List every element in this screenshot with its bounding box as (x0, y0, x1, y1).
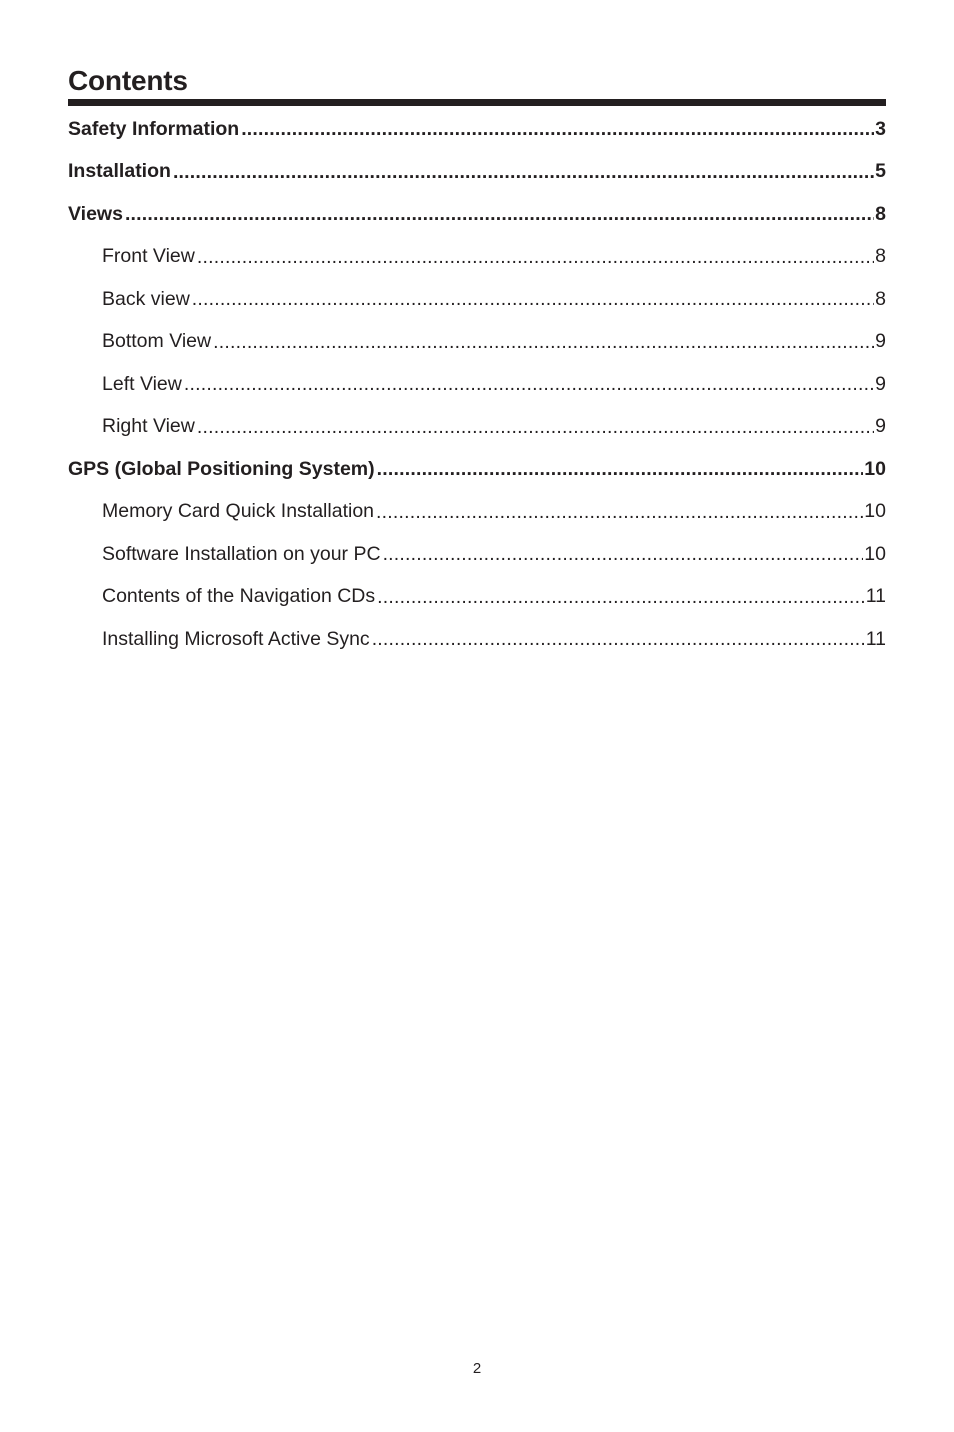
toc-dot-leader (376, 500, 863, 524)
toc-entry-label: Installing Microsoft Active Sync (102, 627, 370, 650)
toc-page-number: 8 (875, 245, 886, 268)
toc-dot-leader (383, 542, 864, 566)
document-page (68, 0, 886, 1432)
toc-page-number: 10 (864, 500, 886, 523)
toc-entry-label: Left View (102, 372, 182, 395)
toc-page-number: 5 (875, 160, 886, 183)
toc-page-number: 11 (865, 585, 886, 608)
toc-entry-safety-information[interactable] (68, 108, 886, 151)
toc-entry-active-sync[interactable] (68, 618, 886, 661)
toc-entry-software-installation[interactable] (68, 533, 886, 576)
toc-page-number: 9 (875, 330, 886, 353)
toc-entry-right-view[interactable] (68, 406, 886, 449)
toc-entry-gps[interactable] (68, 448, 886, 491)
toc-dot-leader (372, 627, 865, 651)
toc-entry-label: Software Installation on your PC (102, 542, 381, 565)
toc-entry-front-view[interactable] (68, 236, 886, 279)
toc-entry-memory-card-quick-installation[interactable] (68, 491, 886, 534)
toc-entry-label: Safety Information (68, 117, 240, 140)
table-of-contents (68, 108, 886, 661)
page-title: Contents (68, 65, 188, 96)
toc-entry-label: Installation (68, 160, 171, 183)
toc-entry-label: Contents of the Navigation CDs (102, 585, 376, 608)
toc-dot-leader (192, 287, 874, 311)
toc-dot-leader (241, 117, 874, 141)
toc-entry-installation[interactable] (68, 151, 886, 194)
toc-entry-left-view[interactable] (68, 363, 886, 406)
toc-dot-leader (197, 245, 874, 269)
toc-dot-leader (173, 160, 874, 184)
toc-entry-label: Memory Card Quick Installation (102, 500, 375, 523)
toc-page-number: 10 (864, 457, 886, 480)
toc-dot-leader (377, 585, 865, 609)
toc-page-number: 10 (864, 542, 886, 565)
toc-entry-label: Views (68, 202, 123, 225)
toc-dot-leader (184, 372, 874, 396)
toc-page-number: 8 (875, 287, 886, 310)
toc-dot-leader (197, 415, 874, 439)
toc-dot-leader (377, 457, 864, 481)
toc-entry-navigation-cds[interactable] (68, 576, 886, 619)
toc-entry-label: GPS (Global Positioning System) (68, 457, 375, 480)
toc-dot-leader (125, 202, 874, 226)
toc-dot-leader (213, 330, 874, 354)
toc-page-number: 9 (875, 372, 886, 395)
toc-page-number: 9 (875, 415, 886, 438)
page-number: 2 (472, 1360, 482, 1377)
toc-entry-views[interactable] (68, 193, 886, 236)
title-rule (68, 99, 886, 106)
toc-entry-label: Front View (102, 245, 195, 268)
toc-page-number: 11 (865, 627, 886, 650)
toc-entry-label: Right View (102, 415, 195, 438)
toc-page-number: 3 (875, 117, 886, 140)
toc-entry-label: Back view (102, 287, 190, 310)
toc-page-number: 8 (875, 202, 886, 225)
toc-entry-bottom-view[interactable] (68, 321, 886, 364)
toc-entry-back-view[interactable] (68, 278, 886, 321)
toc-entry-label: Bottom View (102, 330, 212, 353)
